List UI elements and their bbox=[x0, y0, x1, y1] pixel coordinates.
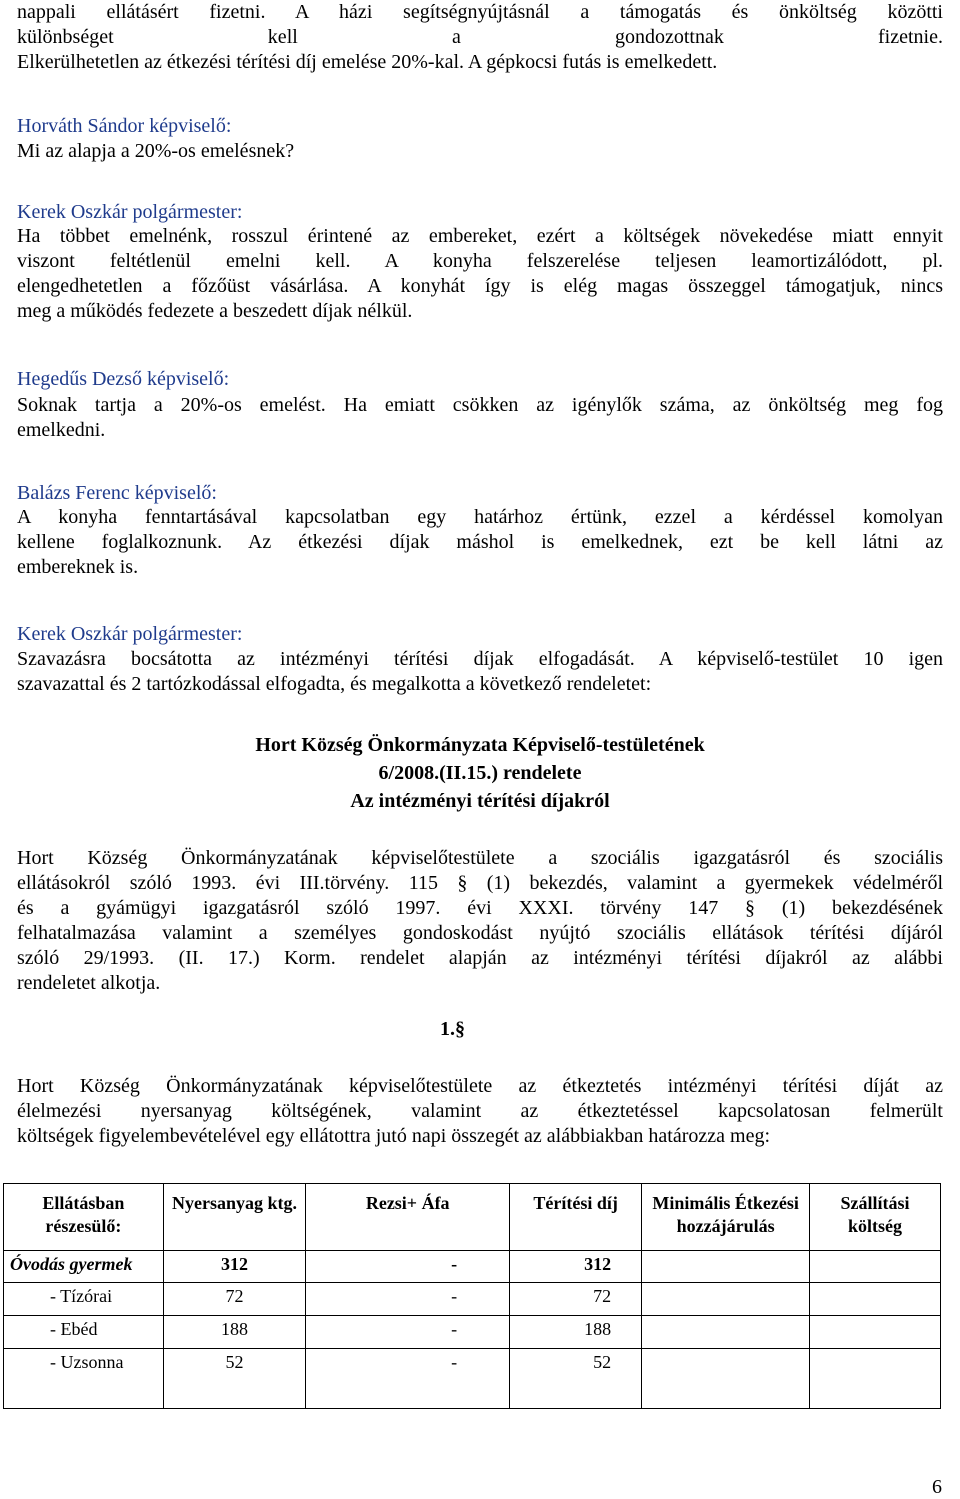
text-line: Soknak tartja a 20%-os emelést. Ha emiatt csökken az igénylők száma, az önköltség meg fog bbox=[17, 394, 943, 416]
text-line: meg a működés fedezete a beszedett díjak nélkül. bbox=[17, 300, 413, 322]
paragraph-section-1 bbox=[17, 1074, 943, 1149]
text-line: viszont feltétlenül emelni kell. A konyha felszerelése teljesen leamortizálódott, pl. bbox=[17, 250, 943, 272]
text-line: A konyha fenntartásával kapcsolatban egy határhoz értünk, ezzel a kérdéssel komolyan bbox=[17, 506, 943, 528]
table-cell bbox=[810, 1250, 941, 1283]
table-cell: 72 bbox=[510, 1283, 642, 1316]
paragraph-hegedus bbox=[17, 393, 943, 443]
table-cell: 312 bbox=[163, 1250, 305, 1283]
text-line: rendeletet alkotja. bbox=[17, 972, 161, 994]
table-cell: 72 bbox=[163, 1283, 305, 1316]
table-cell: 52 bbox=[163, 1349, 305, 1409]
speaker-kerek-1: Kerek Oszkár polgármester: bbox=[17, 201, 243, 223]
table-row bbox=[4, 1316, 941, 1349]
table-cell: - Tízórai bbox=[4, 1283, 164, 1316]
table-cell: - bbox=[306, 1250, 510, 1283]
decree-title-2: 6/2008.(II.15.) rendelete bbox=[378, 762, 582, 784]
speaker-kerek-2: Kerek Oszkár polgármester: bbox=[17, 623, 243, 645]
table-header-cell: Rezsi+ Áfa bbox=[306, 1184, 510, 1251]
table-cell bbox=[642, 1316, 810, 1349]
text-line: különbséget kell a gondozottnak fizetnie. bbox=[17, 26, 943, 48]
text-line: embereknek is. bbox=[17, 556, 139, 578]
page-number: 6 bbox=[932, 1476, 942, 1498]
paragraph-balazs bbox=[17, 505, 943, 580]
paragraph-question bbox=[17, 139, 943, 164]
text-line: szóló 29/1993. (II. 17.) Korm. rendelet alapján az intézményi térítési díjakról az alábbi bbox=[17, 947, 943, 969]
decree-title-3: Az intézményi térítési díjakról bbox=[350, 790, 610, 812]
text-line: nappali ellátásért fizetni. A házi segítségnyújtásnál a támogatás és önköltség közötti bbox=[17, 1, 943, 23]
table-cell: - bbox=[306, 1283, 510, 1316]
speaker-hegedus: Hegedűs Dezső képviselő: bbox=[17, 368, 230, 390]
paragraph-preamble bbox=[17, 846, 943, 996]
section-heading: 1.§ bbox=[440, 1018, 465, 1040]
paragraph-intro bbox=[17, 0, 943, 75]
text-line: Elkerülhetetlen az étkezési térítési díj emelése 20%-kal. A gépkocsi futás is emelkedett. bbox=[17, 51, 718, 73]
text-line: Szavazásra bocsátotta az intézményi térítési díjak elfogadását. A képviselő-testület 10 igen bbox=[17, 648, 943, 670]
speaker-balazs: Balázs Ferenc képviselő: bbox=[17, 482, 217, 504]
text-line: Ha többet emelnénk, rosszul érintené az embereket, ezért a költségek növekedése miatt ennyit bbox=[17, 225, 943, 247]
table-header-cell: Szállítási költség bbox=[810, 1184, 941, 1251]
decree-title-1: Hort Község Önkormányzata Képviselő-testületének bbox=[255, 734, 705, 756]
table-cell: 52 bbox=[510, 1349, 642, 1409]
table-cell: - Uzsonna bbox=[4, 1349, 164, 1409]
table-cell: - Ebéd bbox=[4, 1316, 164, 1349]
table-header-row bbox=[4, 1184, 941, 1251]
text-line: Hort Község Önkormányzatának képviselőtestülete az étkeztetés intézményi térítési díját az bbox=[17, 1075, 943, 1097]
text-line: Hort Község Önkormányzatának képviselőtestülete a szociális igazgatásról és szociális bbox=[17, 847, 943, 869]
table-row bbox=[4, 1250, 941, 1283]
table-cell bbox=[810, 1316, 941, 1349]
table-header-cell: Ellátásban részesülő: bbox=[4, 1184, 164, 1251]
table-cell: Óvodás gyermek bbox=[4, 1250, 164, 1283]
table-cell: - bbox=[306, 1316, 510, 1349]
table-header-cell: Nyersanyag ktg. bbox=[163, 1184, 305, 1251]
speaker-horvath: Horváth Sándor képviselő: bbox=[17, 115, 232, 137]
table-cell: 188 bbox=[163, 1316, 305, 1349]
text-line: költségek figyelembevételével egy ellátottra jutó napi összegét az alábbiakban határozza meg: bbox=[17, 1125, 771, 1147]
table-cell: 188 bbox=[510, 1316, 642, 1349]
text-line: és a gyámügyi igazgatásról szóló 1997. évi XXXI. törvény 147 § (1) bekezdésének bbox=[17, 897, 943, 919]
table-header-cell: Térítési díj bbox=[510, 1184, 642, 1251]
text-line: ellátásokról szóló 1993. évi III.törvény. 115 § (1) bekezdés, valamint a gyermekek védelméről bbox=[17, 872, 943, 894]
table-row bbox=[4, 1349, 941, 1409]
text-line: Mi az alapja a 20%-os emelésnek? bbox=[17, 140, 295, 162]
paragraph-kerek-1 bbox=[17, 224, 943, 324]
table-cell bbox=[642, 1250, 810, 1283]
fee-table bbox=[3, 1183, 941, 1409]
table-header-cell: Minimális Étkezési hozzájárulás bbox=[642, 1184, 810, 1251]
text-line: kellene foglalkoznunk. Az étkezési díjak máshol is emelkednek, ezt be kell látni az bbox=[17, 531, 943, 553]
text-line: emelkedni. bbox=[17, 419, 106, 441]
table-row bbox=[4, 1283, 941, 1316]
table-cell bbox=[642, 1283, 810, 1316]
table-cell bbox=[810, 1283, 941, 1316]
text-line: élelmezési nyersanyag költségének, valamint az étkeztetéssel kapcsolatosan felmerült bbox=[17, 1100, 943, 1122]
text-line: szavazattal és 2 tartózkodással elfogadta, és megalkotta a következő rendeletet: bbox=[17, 673, 652, 695]
text-line: felhatalmazása valamint a személyes gondoskodást nyújtó szociális ellátások térítési díjáról bbox=[17, 922, 943, 944]
table-cell bbox=[642, 1349, 810, 1409]
table-cell: - bbox=[306, 1349, 510, 1409]
text-line: elengedhetetlen a főzőüst vásárlása. A konyhát így is elég magas összeggel támogatjuk, nincs bbox=[17, 275, 943, 297]
table-cell bbox=[810, 1349, 941, 1409]
paragraph-kerek-2 bbox=[17, 647, 943, 697]
table-cell: 312 bbox=[510, 1250, 642, 1283]
